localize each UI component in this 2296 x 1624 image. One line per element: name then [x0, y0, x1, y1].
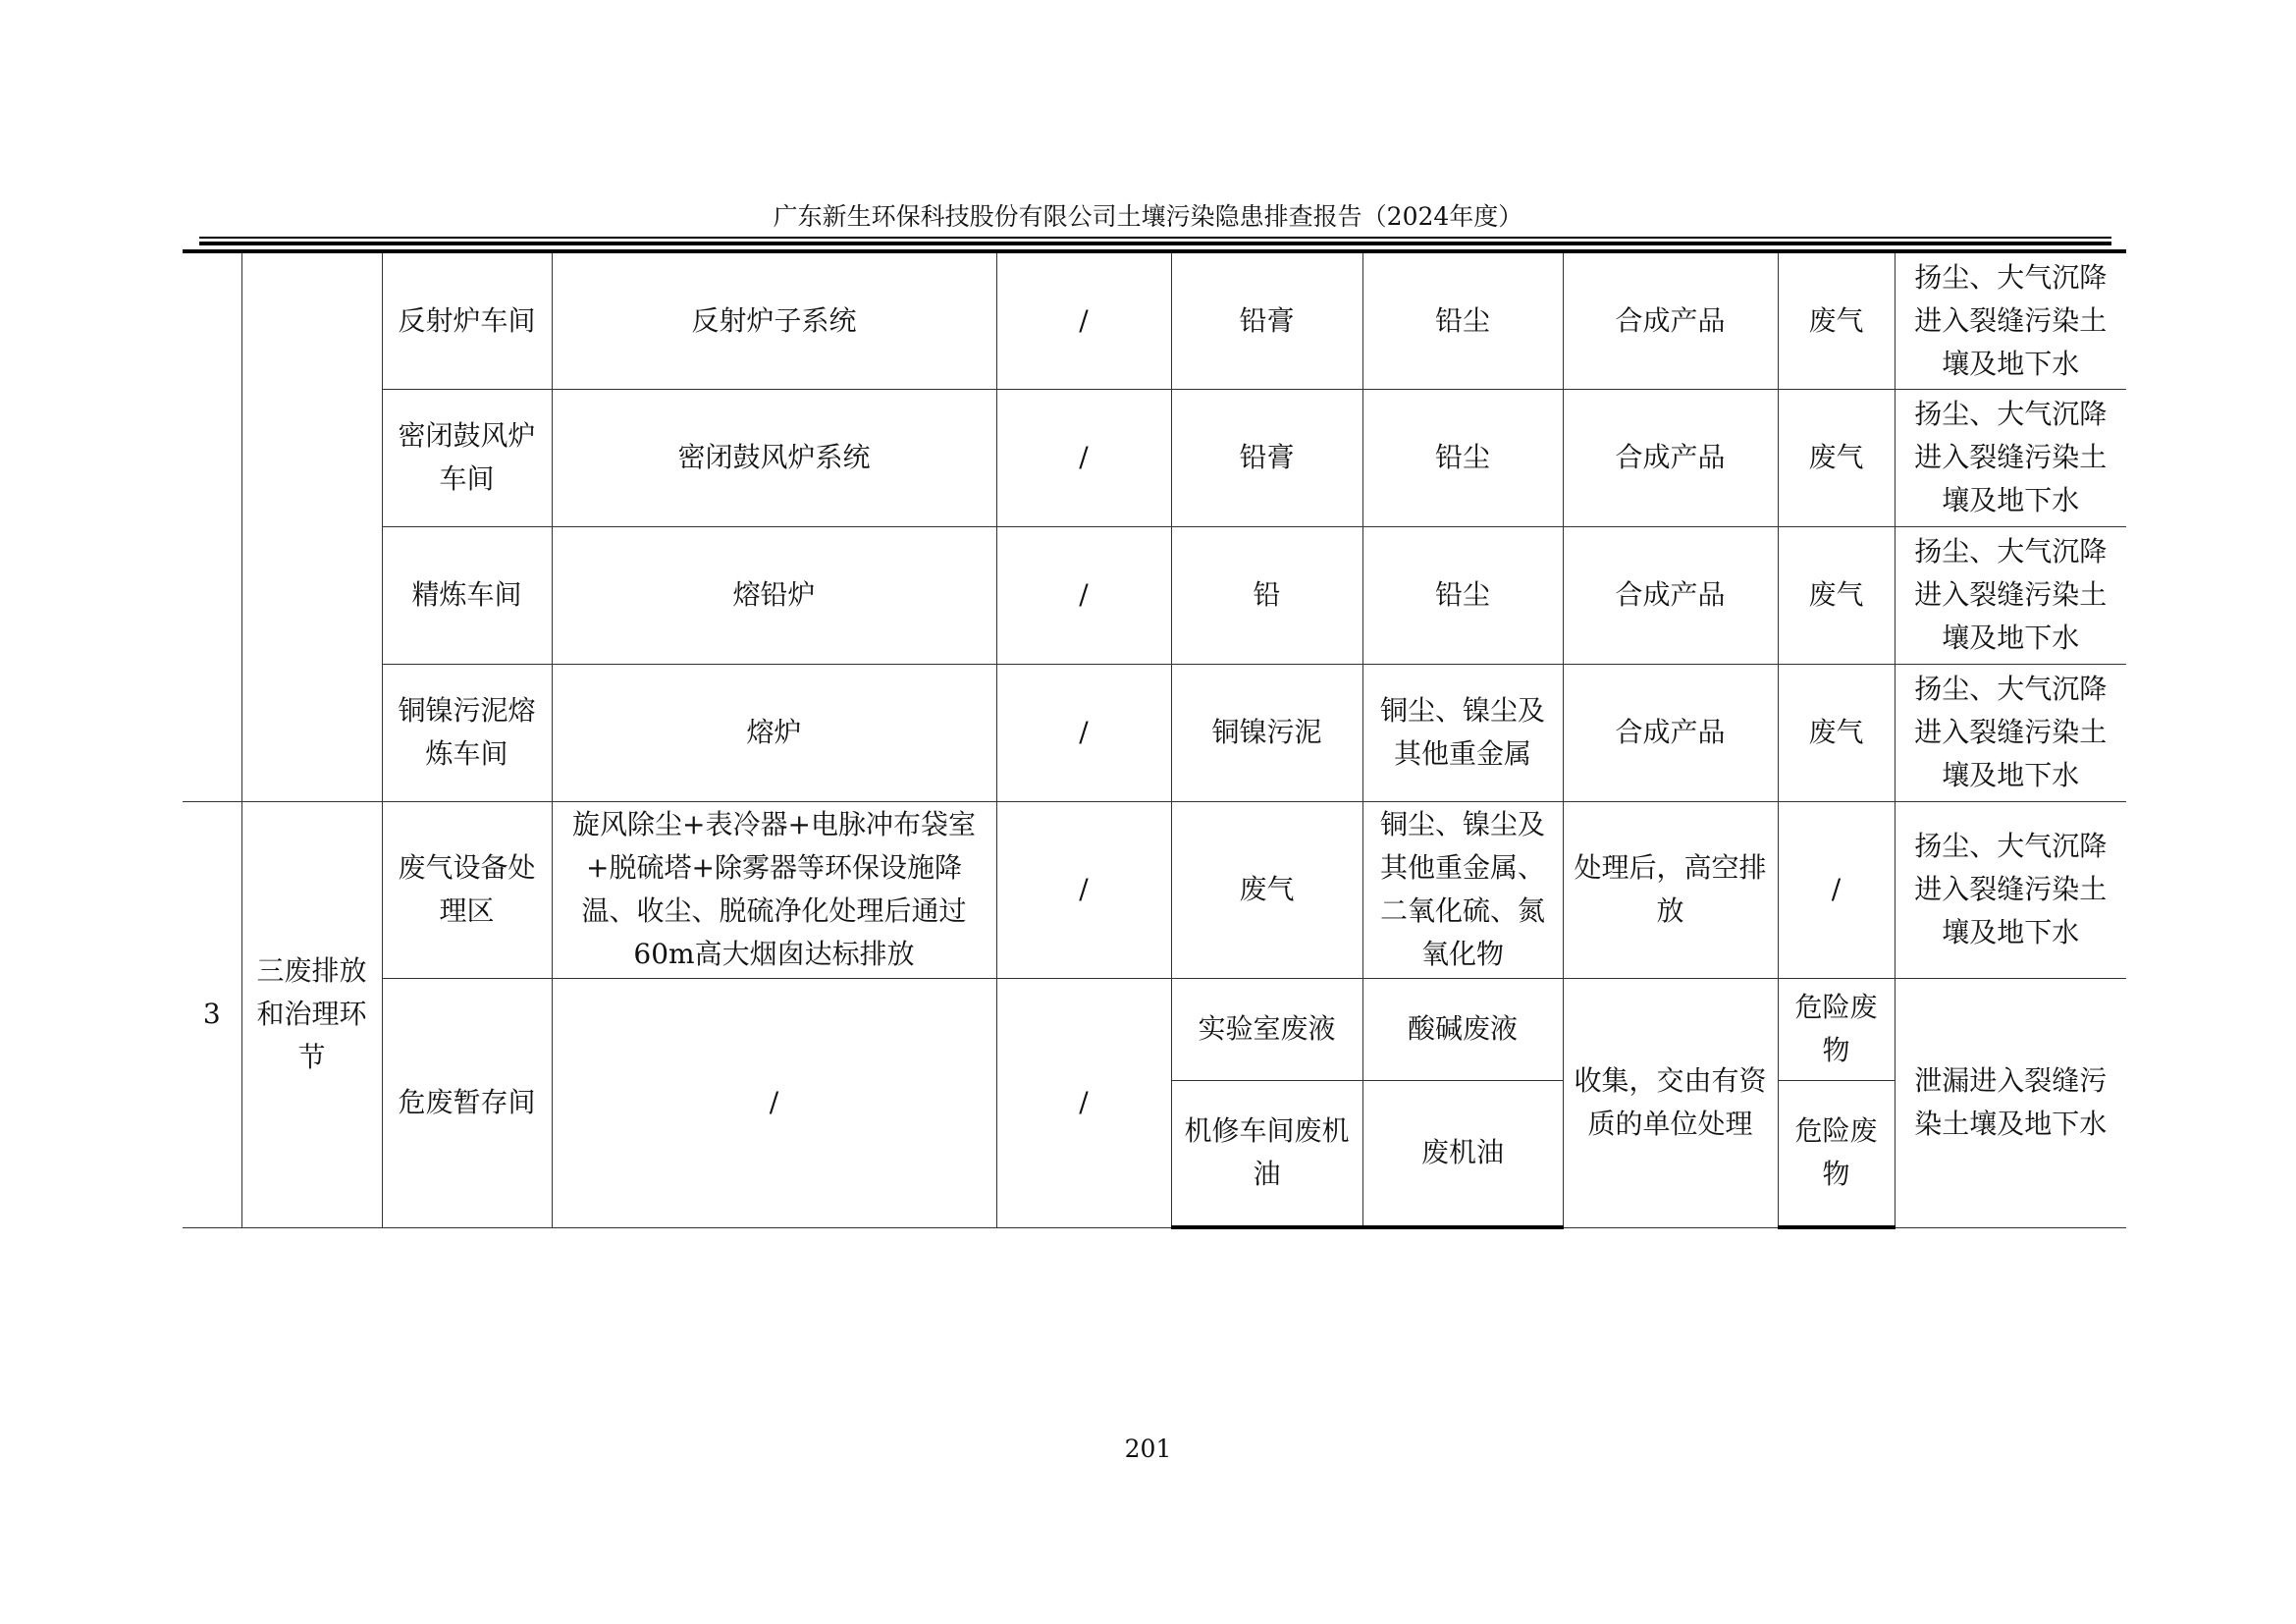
area-cell: 密闭鼓风炉车间	[382, 389, 552, 526]
table-row	[183, 664, 2126, 801]
pathway-cell: 扬尘、大气沉降进入裂缝污染土壤及地下水	[1895, 251, 2126, 389]
pathway-cell: 扬尘、大气沉降进入裂缝污染土壤及地下水	[1895, 801, 2126, 978]
report-header-title: 广东新生环保科技股份有限公司土壤污染隐患排查报告（2024年度）	[773, 202, 1523, 231]
handling-cell: 合成产品	[1563, 664, 1778, 801]
pollutant-cell: 酸碱废液	[1362, 978, 1563, 1080]
table-row	[183, 389, 2126, 526]
area-cell: 废气设备处理区	[382, 801, 552, 978]
material-cell: 铜镍污泥	[1171, 664, 1362, 801]
facility-cell: 旋风除尘+表冷器+电脉冲布袋室+脱硫塔+除雾器等环保设施降温、收尘、脱硫净化处理后通过60m高大烟囱达标排放	[552, 801, 996, 978]
pathway-cell: 扬尘、大气沉降进入裂缝污染土壤及地下水	[1895, 389, 2126, 526]
facility-cell: 熔铅炉	[552, 526, 996, 664]
tank-cell: /	[996, 978, 1171, 1227]
material-cell: 废气	[1171, 801, 1362, 978]
handling-cell: 合成产品	[1563, 389, 1778, 526]
pathway-cell: 扬尘、大气沉降进入裂缝污染土壤及地下水	[1895, 526, 2126, 664]
no-cell: 3	[183, 801, 241, 1227]
header-rule-thick	[199, 242, 2111, 245]
category-cell: 废气	[1778, 389, 1895, 526]
pathway-cell: 泄漏进入裂缝污染土壤及地下水	[1895, 978, 2126, 1227]
tank-cell: /	[996, 526, 1171, 664]
pollutant-cell: 铜尘、镍尘及其他重金属、二氧化硫、氮氧化物	[1362, 801, 1563, 978]
category-cell: 危险废物	[1778, 1080, 1895, 1227]
handling-cell: 合成产品	[1563, 526, 1778, 664]
no-cell-empty	[183, 251, 241, 801]
area-cell: 精炼车间	[382, 526, 552, 664]
category-cell: /	[1778, 801, 1895, 978]
area-cell: 反射炉车间	[382, 251, 552, 389]
tank-cell: /	[996, 801, 1171, 978]
table-row	[183, 801, 2126, 978]
material-cell: 机修车间废机油	[1171, 1080, 1362, 1227]
facility-cell: 密闭鼓风炉系统	[552, 389, 996, 526]
category-cell: 废气	[1778, 526, 1895, 664]
facility-cell: 反射炉子系统	[552, 251, 996, 389]
material-cell: 铅	[1171, 526, 1362, 664]
table-row	[183, 526, 2126, 664]
area-cell: 铜镍污泥熔炼车间	[382, 664, 552, 801]
handling-cell: 合成产品	[1563, 251, 1778, 389]
pollutant-cell: 铅尘	[1362, 526, 1563, 664]
category-cell: 危险废物	[1778, 978, 1895, 1080]
area-cell: 危废暂存间	[382, 978, 552, 1227]
pollutant-cell: 废机油	[1362, 1080, 1563, 1227]
page-number: 201	[1124, 1435, 1172, 1463]
facility-cell: 熔炉	[552, 664, 996, 801]
tank-cell: /	[996, 251, 1171, 389]
pollutant-cell: 铅尘	[1362, 251, 1563, 389]
link-cell: 三废排放和治理环节	[241, 801, 382, 1227]
category-cell: 废气	[1778, 664, 1895, 801]
material-cell: 实验室废液	[1171, 978, 1362, 1080]
pollutant-cell: 铅尘	[1362, 389, 1563, 526]
material-cell: 铅膏	[1171, 251, 1362, 389]
pathway-cell: 扬尘、大气沉降进入裂缝污染土壤及地下水	[1895, 664, 2126, 801]
tank-cell: /	[996, 389, 1171, 526]
category-cell: 废气	[1778, 251, 1895, 389]
header-rule-thin	[199, 237, 2111, 239]
pollution-source-table	[183, 249, 2126, 1229]
table-row	[183, 978, 2126, 1080]
tank-cell: /	[996, 664, 1171, 801]
material-cell: 铅膏	[1171, 389, 1362, 526]
pollutant-cell: 铜尘、镍尘及其他重金属	[1362, 664, 1563, 801]
link-cell-empty	[241, 251, 382, 801]
handling-cell: 收集，交由有资质的单位处理	[1563, 978, 1778, 1227]
table-row	[183, 251, 2126, 389]
facility-cell: /	[552, 978, 996, 1227]
handling-cell: 处理后，高空排放	[1563, 801, 1778, 978]
